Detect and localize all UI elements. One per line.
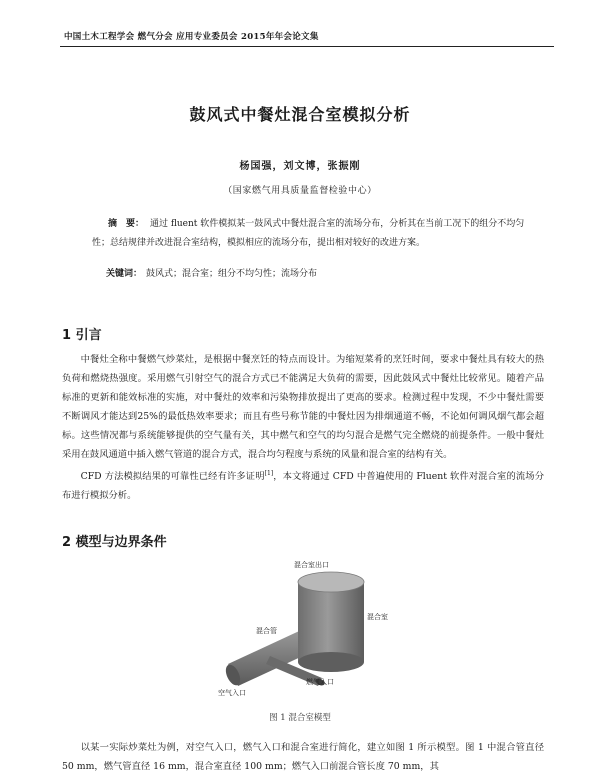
mixing-chamber-diagram [210, 560, 400, 700]
section-2-body [62, 738, 544, 776]
chamber-outlet-face [298, 572, 364, 592]
section-1-heading: 1 引言 [62, 328, 102, 343]
keywords-label: 关键词： [106, 269, 143, 279]
abstract-label: 摘 要： [108, 219, 145, 229]
section-1-paragraph-2 [62, 464, 544, 505]
chamber-bottom [298, 652, 364, 672]
keywords [106, 266, 317, 279]
paper-authors: 杨国强，刘文博，张振刚 [239, 161, 361, 172]
label-mix-pipe: 混合管 [256, 627, 277, 635]
section-2-heading: 2 模型与边界条件 [62, 535, 167, 550]
label-air-inlet: 空气入口 [218, 689, 246, 697]
keywords-text: 鼓风式；混合室；组分不均匀性；流场分布 [146, 269, 318, 279]
abstract [92, 215, 532, 253]
abstract-text: 通过 fluent 软件模拟某一鼓风式中餐灶混合室的流场分布，分析其在当前工况下的组分不均匀性；总结规律并改进混合室结构，模拟相应的流场分布，提出相对较好的改进方案。 [92, 219, 525, 248]
label-gas-inlet: 燃气入口 [306, 678, 334, 686]
running-header: 中国土木工程学会 燃气分会 应用专业委员会 2015年年会论文集 [64, 32, 319, 42]
label-chamber: 混合室 [367, 613, 388, 621]
section-1-paragraph-2-text-a: CFD 方法模拟结果的可靠性已经有许多证明 [80, 471, 265, 483]
section-1-body [62, 350, 544, 505]
citation-ref: [1] [264, 470, 274, 477]
chamber-body [298, 582, 364, 662]
section-1-paragraph-1: 中餐灶全称中餐燃气炒菜灶，是根据中餐烹饪的特点而设计。为缩短菜肴的烹饪时间，要求中餐灶具有较大的热负荷和燃烧热强度。采用燃气引射空气的混合方式已不能满足大负荷的需要，因此鼓风式中餐灶比较常见。随着产品标准的更新和能效标准的实施，对中餐灶的效率和污染物排放提出了更高的要求。检测过程中发现，不少中餐灶需要不断调风才能达到25%的最低热效率要求；而且有些号称节能的中餐灶因为排烟通道不畅，不论如何调风烟气都会超标。这些情况都与系统能够提供的空气量有关，其中燃气和空气的均匀混合是燃气完全燃烧的前提条件。一般中餐灶采用在鼓风通道中插入燃气管道的混合方式，混合均匀程度与系统的风量和混合室的结构有关。 [62, 354, 544, 460]
header-rule [60, 46, 554, 47]
section-1-paragraph-2-text-b: ，本文将通过 CFD 中普遍使用的 Fluent 软件对混合室的流场分布进行模拟分析。 [62, 471, 544, 502]
section-2-paragraph-1: 以某一实际炒菜灶为例，对空气入口，燃气入口和混合室进行简化，建立如图 1 所示模型。图 1 中混合管直径 50 mm，燃气管直径 16 mm，混合室直径 100 mm；燃气入口前混合管长度 70 mm，其 [62, 742, 544, 772]
label-chamber-outlet: 混合室出口 [294, 561, 329, 569]
paper-title: 鼓风式中餐灶混合室模拟分析 [189, 105, 411, 124]
figure-1-mixing-chamber-model [210, 560, 400, 700]
paper-affiliation: （国家燃气用具质量监督检验中心） [223, 186, 377, 196]
figure-1-caption: 图 1 混合室模型 [269, 713, 331, 723]
